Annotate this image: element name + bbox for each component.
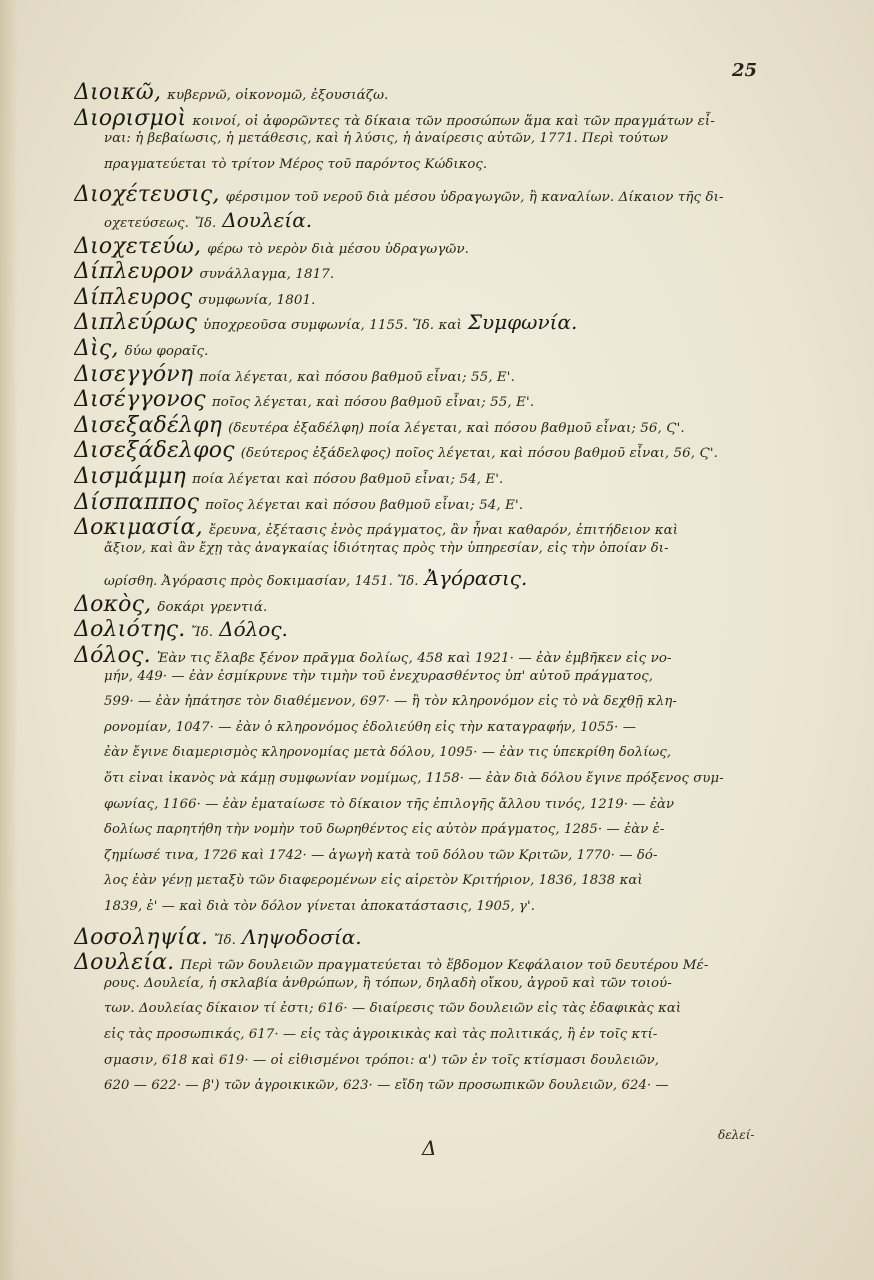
entry-first-line	[74, 182, 774, 208]
index-entry	[74, 362, 774, 388]
entry-text: (δεύτερος ἐξάδελφος) ποῖος λέγεται, καὶ πόσου βαθμοῦ εἶναι, 56, Ϛ'.	[240, 446, 718, 462]
signature-mark: Δ	[422, 1136, 437, 1160]
entry-continuation-line	[74, 669, 774, 695]
entry-text: φέρσιμον τοῦ νεροῦ διὰ μέσου ὑδραγωγῶν, ἢ καναλίων. Δίκαιον τῆς δι-	[225, 190, 724, 206]
index-entry	[74, 285, 774, 311]
entry-headword: Δὶς,	[74, 335, 119, 361]
entry-text: ὅτι εἶναι ἱκανὸς νὰ κάμῃ συμφωνίαν νομίμως, 1158· — ἐὰν διὰ δόλου ἔγινε πρόξενος συμ-	[104, 771, 724, 787]
entry-text: ποία λέγεται καὶ πόσου βαθμοῦ εἶναι; 54, Ε'.	[192, 471, 504, 487]
entry-continuation-line	[74, 848, 774, 874]
catchword: δελεί-	[718, 1128, 755, 1142]
entry-headword: Δοσοληψία.	[74, 924, 209, 950]
entry-text: σμασιν, 618 καὶ 619· — οἱ εἰθισμένοι τρόποι: α') τῶν ἐν τοῖς κτίσμασι δουλειῶν,	[104, 1052, 660, 1068]
entry-continuation-line	[74, 157, 774, 183]
index-entry	[74, 490, 774, 516]
page-binding-shadow	[0, 0, 18, 1280]
entry-first-line	[74, 643, 774, 669]
entry-first-line	[74, 336, 774, 362]
entry-text: κυβερνῶ, οἰκονομῶ, ἐξουσιάζω.	[167, 88, 389, 103]
index-entries	[74, 80, 774, 1104]
index-entry	[74, 617, 774, 643]
entry-headword: Διοχετεύω,	[74, 233, 202, 259]
entry-headword: Δισεξάδελφος	[74, 438, 235, 464]
entry-headword: Δίπλευρον	[74, 259, 194, 285]
entry-continuation-line	[74, 771, 774, 797]
entry-text: φέρω τὸ νερὸν διὰ μέσου ὑδραγωγῶν.	[207, 241, 470, 257]
entry-text: πραγματεύεται τὸ τρίτον Μέρος τοῦ παρόντος Κώδικος.	[104, 156, 488, 172]
entry-headword: Δόλος.	[74, 643, 151, 669]
entry-first-line	[74, 438, 774, 464]
cross-reference: Ἀγόρασις.	[424, 566, 528, 591]
entry-text: λος ἐὰν γένῃ μεταξὺ τῶν διαφερομένων εἰς αἱρετὸν Κριτήριον, 1836, 1838 καὶ	[104, 873, 643, 889]
entry-continuation-line	[74, 1001, 774, 1027]
cross-reference: Συμφωνία.	[467, 310, 578, 335]
index-entry	[74, 464, 774, 490]
entry-first-line	[74, 950, 774, 976]
entry-continuation-line	[74, 1053, 774, 1079]
entry-headword: Διπλεύρως	[74, 310, 198, 336]
entry-headword: Διορισμοὶ	[74, 105, 187, 131]
entry-headword: Δοκιμασία,	[74, 515, 203, 541]
index-entry	[74, 413, 774, 439]
entry-continuation-line	[74, 720, 774, 746]
entry-text: Ἴδ.	[191, 625, 214, 641]
index-entry	[74, 438, 774, 464]
cross-reference: Ληψοδοσία.	[241, 924, 362, 949]
entry-text: συνάλλαγμα, 1817.	[199, 267, 335, 283]
index-entry	[74, 387, 774, 413]
entry-text: μήν, 449· — ἐὰν ἐσμίκρυνε τὴν τιμὴν τοῦ ἐνεχυρασθέντος ὑπ' αὐτοῦ πράγματος,	[104, 668, 654, 684]
entry-first-line	[74, 106, 774, 132]
index-entry	[74, 643, 774, 925]
entry-continuation-line	[74, 745, 774, 771]
index-entry	[74, 950, 774, 1104]
entry-first-line	[74, 362, 774, 388]
entry-continuation-line	[74, 131, 774, 157]
entry-text: 620 — 622· — β') τῶν ἀγροικικῶν, 623· — εἴδη τῶν προσωπικῶν δουλειῶν, 624· —	[104, 1078, 669, 1094]
entry-first-line	[74, 310, 774, 336]
cross-reference: Δόλος.	[219, 617, 288, 642]
page-number: 25	[732, 60, 758, 81]
entry-continuation-line	[74, 208, 774, 234]
entry-continuation-line	[74, 899, 774, 925]
entry-headword: Δισμάμμη	[74, 463, 187, 489]
entry-text: εἰς τὰς προσωπικάς, 617· — εἰς τὰς ἀγροικικὰς καὶ τὰς πολιτικάς, ἢ ἐν τοῖς κτί-	[104, 1026, 658, 1042]
entry-text: ποία λέγεται, καὶ πόσου βαθμοῦ εἶναι; 55, Ε'.	[199, 369, 515, 385]
index-entry	[74, 80, 774, 106]
cross-reference-prefix: Ἴδ.	[194, 215, 217, 231]
entry-headword: Δίσπαππος	[74, 489, 200, 515]
entry-continuation-line	[74, 797, 774, 823]
entry-text: ἔρευνα, ἐξέτασις ἑνὸς πράγματος, ἂν ἦναι καθαρόν, ἐπιτήδειον καὶ	[208, 523, 679, 539]
entry-text: των. Δουλείας δίκαιον τί ἐστι; 616· — διαίρεσις τῶν δουλειῶν εἰς τὰς ἐδαφικὰς καὶ	[104, 1001, 682, 1017]
entry-text: δολίως παρητήθη τὴν νομὴν τοῦ δωρηθέντος εἰς αὐτὸν πράγματος, 1285· — ἐὰν ἐ-	[104, 822, 665, 838]
entry-text: ζημίωσέ τινα, 1726 καὶ 1742· — ἀγωγὴ κατὰ τοῦ δόλου τῶν Κριτῶν, 1770· — δό-	[104, 847, 658, 863]
entry-headword: Δισεγγόνη	[74, 361, 194, 387]
entry-text: Ἴδ.	[214, 932, 236, 948]
entry-text: ρους. Δουλεία, ἡ σκλαβία ἀνθρώπων, ἢ τόπων, δηλαδὴ οἴκου, ἀγροῦ καὶ τῶν τοιού-	[104, 975, 672, 991]
entry-text: ὑποχρεοῦσα συμφωνία, 1155. Ἴδ. καὶ	[203, 318, 462, 334]
entry-text: Ἐὰν τις ἔλαβε ξένον πρᾶγμα δολίως, 458 καὶ 1921· — ἐὰν ἐμβῆκεν εἰς νο-	[156, 651, 672, 667]
entry-text: ναι: ἡ βεβαίωσις, ἡ μετάθεσις, καὶ ἡ λύσις, ἡ ἀναίρεσις αὐτῶν, 1771. Περὶ τούτων	[104, 131, 669, 147]
index-entry	[74, 592, 774, 618]
entry-text: 1839, ἑ' — καὶ διὰ τὸν δόλον γίνεται ἀποκατάστασις, 1905, γ'.	[104, 899, 536, 914]
entry-headword: Δολιότης.	[74, 617, 186, 643]
entry-text: δοκάρι γρεντιά.	[157, 599, 268, 615]
entry-continuation-line	[74, 873, 774, 899]
cross-reference: Δουλεία.	[222, 207, 313, 232]
index-entry	[74, 336, 774, 362]
entry-first-line	[74, 413, 774, 439]
index-entry	[74, 259, 774, 285]
entry-first-line	[74, 234, 774, 260]
index-entry	[74, 234, 774, 260]
entry-continuation-line	[74, 1027, 774, 1053]
entry-text: ωρίσθη. Ἀγόρασις πρὸς δοκιμασίαν, 1451. Ἴδ.	[104, 574, 419, 590]
entry-text: ποῖος λέγεται, καὶ πόσου βαθμοῦ εἶναι; 55, Ε'.	[211, 395, 535, 411]
entry-first-line	[74, 80, 774, 106]
entry-headword: Δισέγγονος	[74, 387, 206, 413]
entry-first-line	[74, 617, 774, 643]
entry-text: οχετεύσεως.	[104, 215, 189, 231]
index-entry	[74, 182, 774, 233]
entry-text: ρονομίαν, 1047· — ἐὰν ὁ κληρονόμος ἐδολιεύθη εἰς τὴν καταγραφήν, 1055· —	[104, 719, 636, 735]
entry-continuation-line	[74, 976, 774, 1002]
entry-headword: Διοχέτευσις,	[74, 182, 220, 208]
entry-first-line	[74, 515, 774, 541]
entry-headword: Δισεξαδέλφη	[74, 412, 223, 438]
entry-first-line	[74, 387, 774, 413]
entry-text: δύω φοραῖς.	[124, 343, 209, 359]
entry-text: ἄξιον, καὶ ἂν ἔχῃ τὰς ἀναγκαίας ἰδιότητας πρὸς τὴν ὑπηρεσίαν, εἰς τὴν ὁποίαν δι-	[104, 540, 669, 556]
entry-headword: Δίπλευρος	[74, 284, 193, 310]
entry-first-line	[74, 490, 774, 516]
index-entry	[74, 106, 774, 183]
entry-text: (δευτέρα ἐξαδέλφη) ποία λέγεται, καὶ πόσου βαθμοῦ εἶναι; 56, Ϛ'.	[228, 420, 685, 436]
entry-first-line	[74, 259, 774, 285]
entry-continuation-line	[74, 541, 774, 567]
entry-text: 599· — ἐὰν ἠπάτησε τὸν διαθέμενον, 697· — ἢ τὸν κληρονόμον εἰς τὸ νὰ δεχθῇ κλη-	[104, 694, 677, 710]
entry-text: κοινοί, οἱ ἀφορῶντες τὰ δίκαια τῶν προσώπων ἅμα καὶ τῶν πραγμάτων εἶ-	[192, 113, 715, 129]
index-entry	[74, 310, 774, 336]
entry-headword: Δοκὸς,	[74, 591, 152, 617]
entry-first-line	[74, 285, 774, 311]
index-entry	[74, 515, 774, 592]
entry-headword: Δουλεία.	[74, 950, 175, 976]
entry-headword: Διοικῶ,	[74, 80, 162, 105]
entry-text: ἐὰν ἔγινε διαμερισμὸς κληρονομίας μετὰ δόλου, 1095· — ἐὰν τις ὑπεκρίθη δολίως,	[104, 745, 672, 761]
entry-text: Περὶ τῶν δουλειῶν πραγματεύεται τὸ ἕβδομον Κεφάλαιον τοῦ δευτέρου Μέ-	[180, 958, 709, 974]
entry-continuation-line	[74, 694, 774, 720]
entry-text: φωνίας, 1166· — ἐὰν ἐματαίωσε τὸ δίκαιον τῆς ἐπιλογῆς ἄλλου τινός, 1219· — ἐὰν	[104, 796, 675, 812]
entry-continuation-line	[74, 566, 774, 592]
index-entry	[74, 925, 774, 951]
entry-continuation-line	[74, 1078, 774, 1104]
entry-text: ποῖος λέγεται καὶ πόσου βαθμοῦ εἶναι; 54, Ε'.	[205, 497, 524, 513]
entry-continuation-line	[74, 822, 774, 848]
entry-text: συμφωνία, 1801.	[198, 292, 316, 308]
entry-first-line	[74, 592, 774, 618]
entry-first-line	[74, 925, 774, 951]
entry-first-line	[74, 464, 774, 490]
